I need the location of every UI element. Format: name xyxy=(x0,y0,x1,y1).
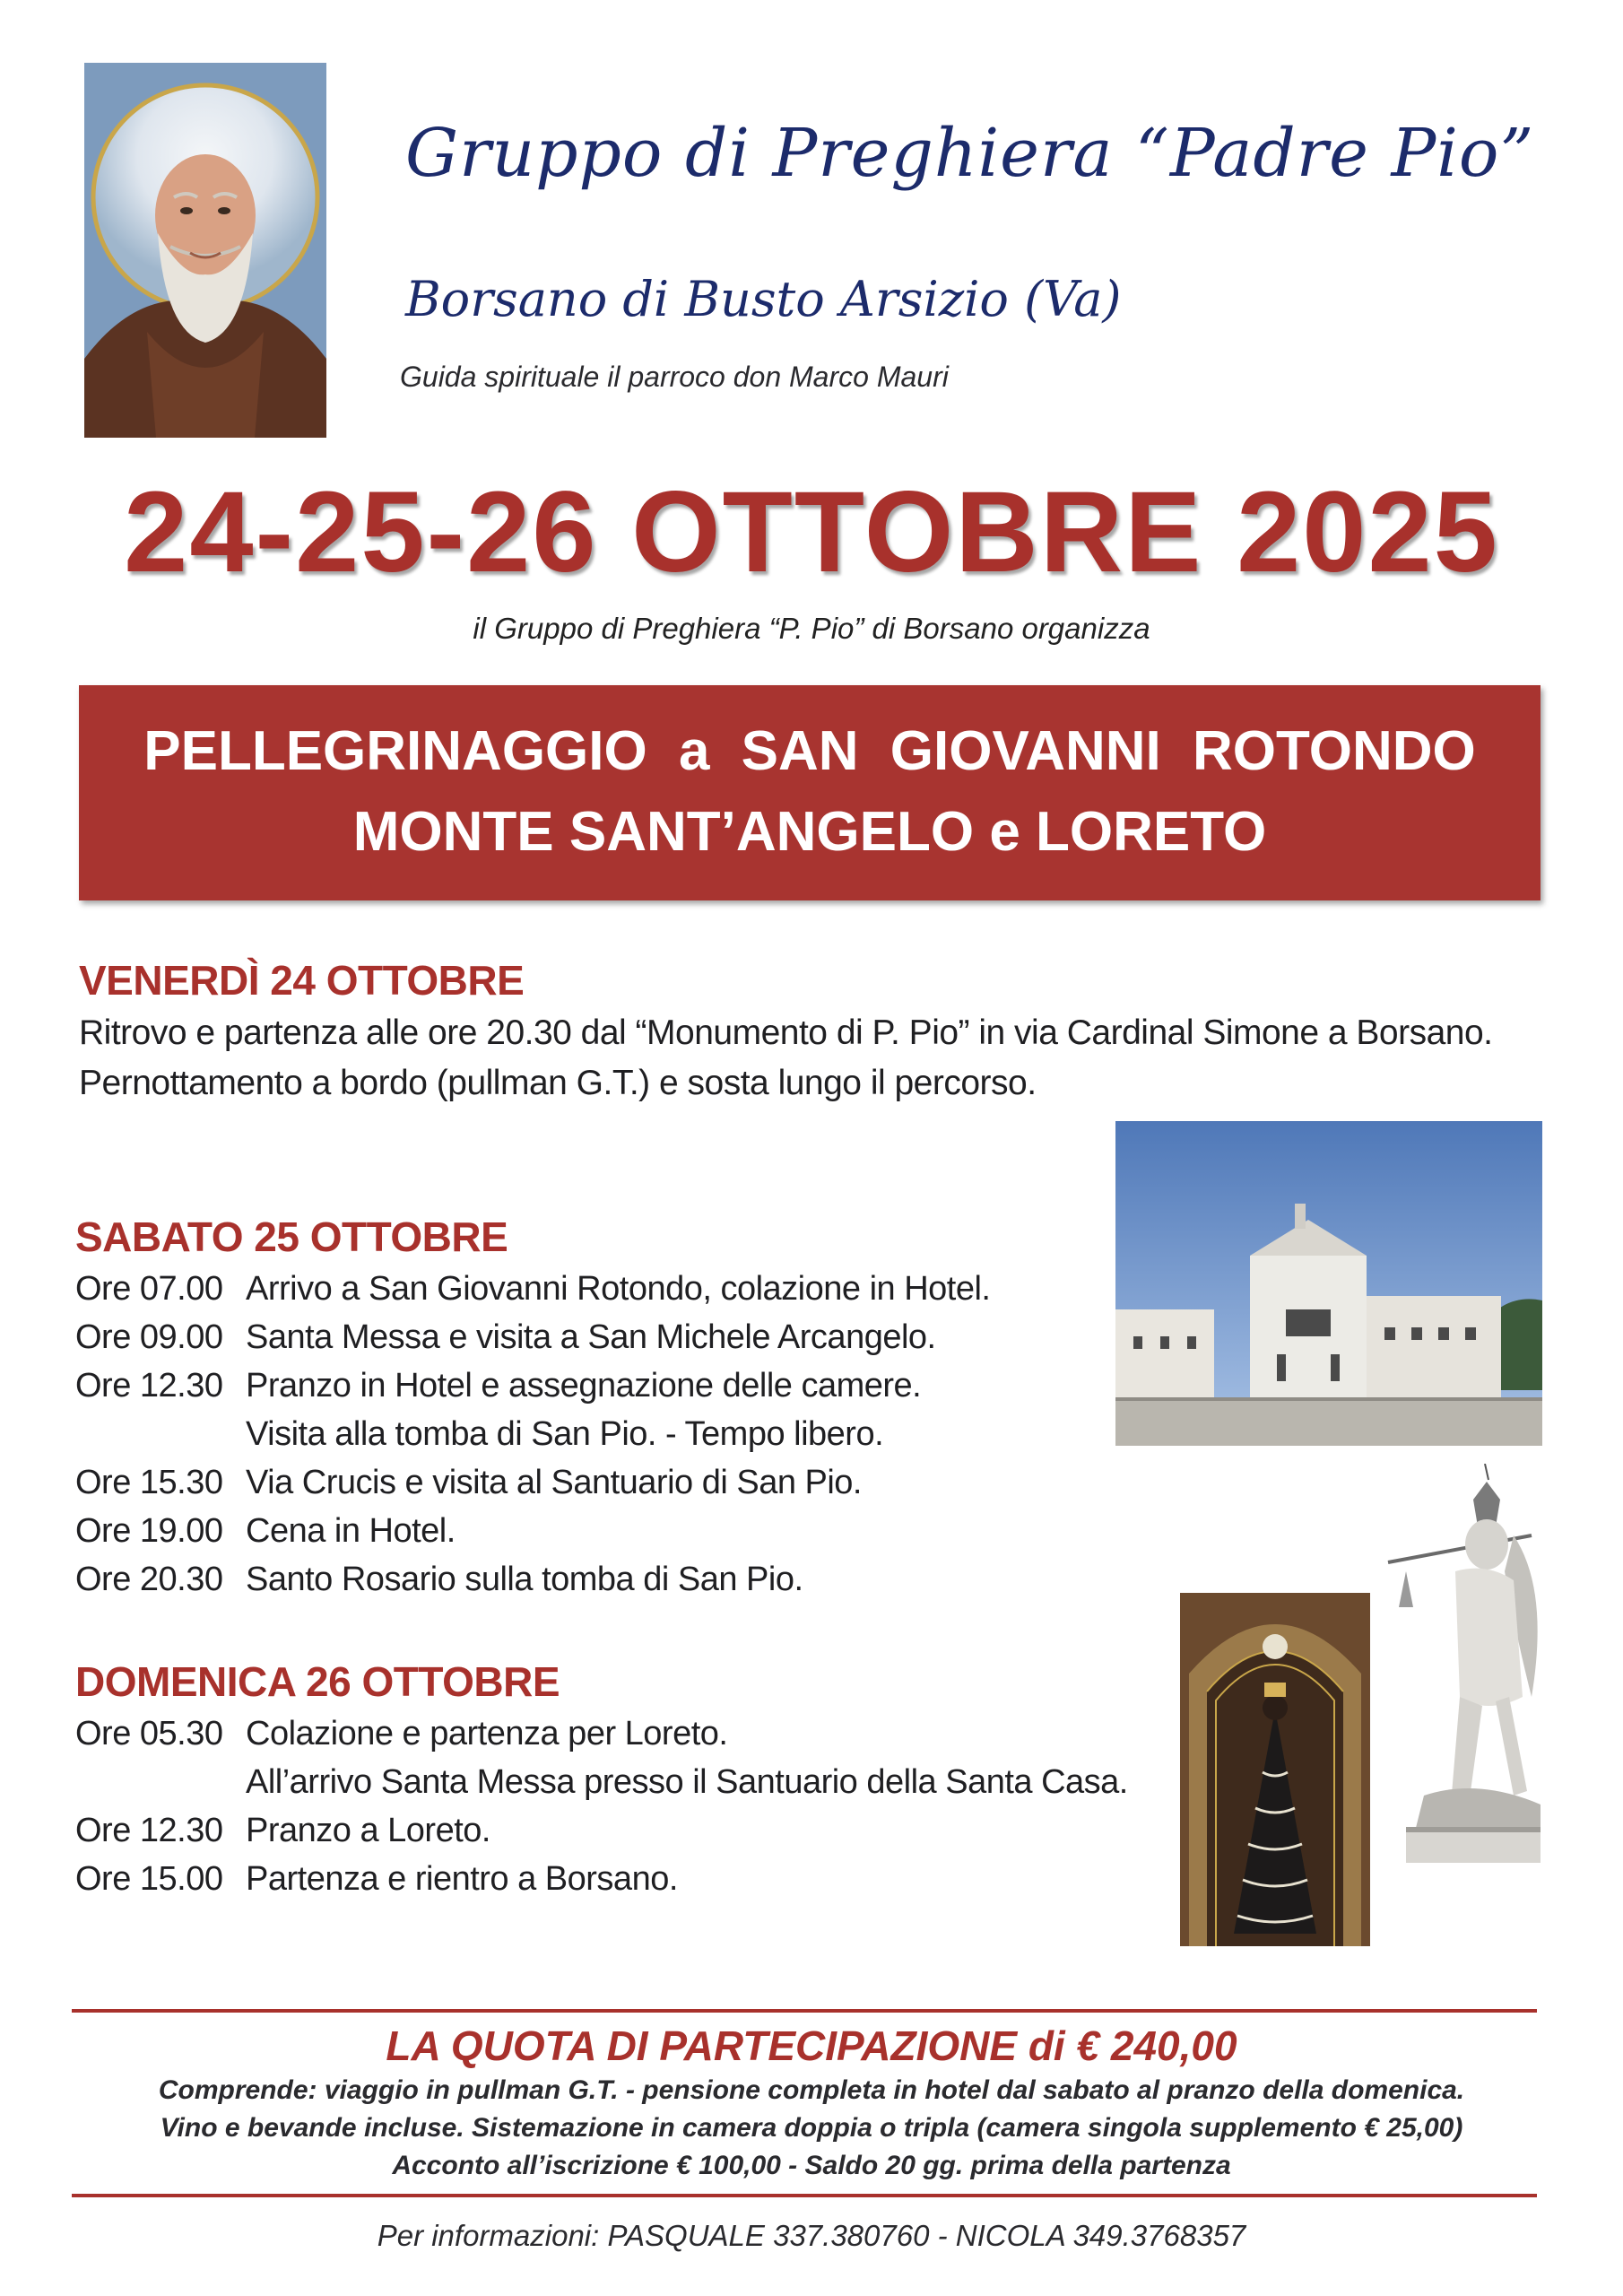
schedule-desc: Arrivo a San Giovanni Rotondo, colazione in Hotel. xyxy=(246,1270,991,1308)
padre-pio-portrait xyxy=(84,63,326,438)
banner-line-1: PELLEGRINAGGIO a SAN GIOVANNI ROTONDO xyxy=(143,720,1476,782)
schedule-time: Ore 09.00 xyxy=(75,1318,223,1356)
divider-top xyxy=(72,2009,1537,2013)
san-michele-statue-image xyxy=(1370,1464,1549,1867)
schedule-time: Ore 15.30 xyxy=(75,1464,223,1501)
event-dates: 24-25-26 OTTOBRE 2025 xyxy=(124,468,1499,596)
quota-line-3: Acconto all’iscrizione € 100,00 - Saldo 20 gg. prima della partenza xyxy=(392,2151,1231,2180)
schedule-desc: Colazione e partenza per Loreto. xyxy=(246,1715,728,1752)
quota-line-2: Vino e bevande incluse. Sistemazione in camera doppia o tripla (camera singola supplemento € 25,00) xyxy=(160,2113,1463,2143)
schedule-time: Ore 19.00 xyxy=(75,1512,223,1550)
quota-line-1: Comprende: viaggio in pullman G.T. - pensione completa in hotel dal sabato al pranzo della domenica. xyxy=(158,2075,1465,2105)
friday-line-2: Pernottamento a bordo (pullman G.T.) e sosta lungo il percorso. xyxy=(79,1064,1037,1102)
schedule-time: Ore 20.30 xyxy=(75,1561,223,1598)
quota-title: LA QUOTA DI PARTECIPAZIONE di € 240,00 xyxy=(386,2022,1237,2069)
divider-bottom xyxy=(72,2194,1537,2197)
friday-heading: VENERDÌ 24 OTTOBRE xyxy=(79,957,525,1004)
sunday-heading: DOMENICA 26 OTTOBRE xyxy=(75,1658,560,1705)
group-title: Gruppo di Preghiera “Padre Pio” xyxy=(405,115,1535,192)
pilgrimage-banner xyxy=(79,685,1541,900)
schedule-desc: Cena in Hotel. xyxy=(246,1512,456,1550)
organizer-line: il Gruppo di Preghiera “P. Pio” di Borsano organizza xyxy=(473,612,1150,645)
spiritual-guide: Guida spirituale il parroco don Marco Mauri xyxy=(400,361,949,393)
schedule-desc: Pranzo a Loreto. xyxy=(246,1812,490,1849)
schedule-desc: Via Crucis e visita al Santuario di San Pio. xyxy=(246,1464,862,1501)
schedule-desc: All’arrivo Santa Messa presso il Santuario della Santa Casa. xyxy=(246,1763,1128,1801)
schedule-desc: Visita alla tomba di San Pio. - Tempo libero. xyxy=(246,1415,884,1453)
contact-info: Per informazioni: PASQUALE 337.380760 - NICOLA 349.3768357 xyxy=(377,2219,1246,2252)
schedule-time: Ore 07.00 xyxy=(75,1270,223,1308)
schedule-desc: Partenza e rientro a Borsano. xyxy=(246,1860,678,1898)
schedule-desc: Pranzo in Hotel e assegnazione delle camere. xyxy=(246,1367,922,1405)
saturday-heading: SABATO 25 OTTOBRE xyxy=(75,1213,508,1260)
friday-line-1: Ritrovo e partenza alle ore 20.30 dal “Monumento di P. Pio” in via Cardinal Simone a Borsano. xyxy=(79,1013,1493,1052)
schedule-desc: Santo Rosario sulla tomba di San Pio. xyxy=(246,1561,803,1598)
madonna-di-loreto-image xyxy=(1180,1593,1370,1946)
schedule-time: Ore 15.00 xyxy=(75,1860,223,1898)
schedule-desc: Santa Messa e visita a San Michele Arcangelo. xyxy=(246,1318,936,1356)
schedule-time: Ore 12.30 xyxy=(75,1812,223,1849)
schedule-time: Ore 12.30 xyxy=(75,1367,223,1405)
group-location: Borsano di Busto Arsizio (Va) xyxy=(405,271,1122,327)
san-giovanni-rotondo-church-photo xyxy=(1115,1121,1542,1446)
banner-line-2: MONTE SANT’ANGELO e LORETO xyxy=(352,801,1267,863)
schedule-time: Ore 05.30 xyxy=(75,1715,223,1752)
